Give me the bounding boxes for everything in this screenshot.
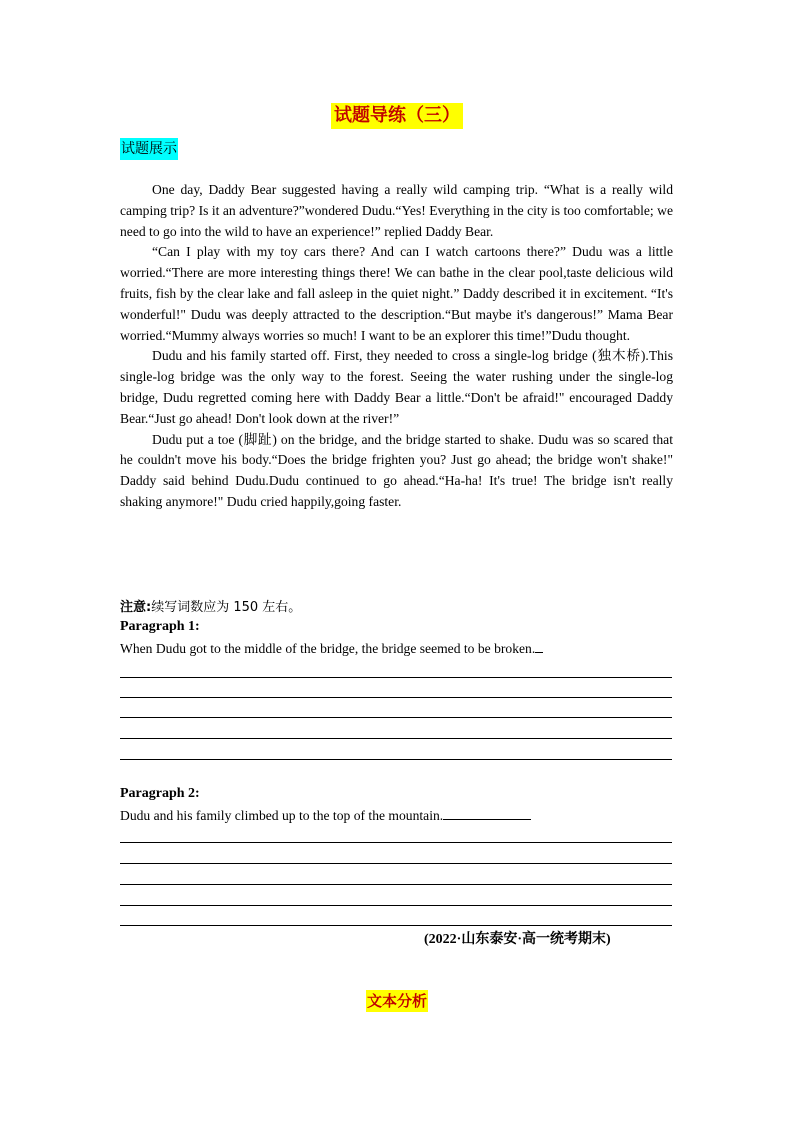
paragraph-2-heading: Paragraph 2: (120, 786, 200, 801)
answer-line[interactable] (120, 717, 672, 718)
paragraph-1-heading: Paragraph 1: (120, 619, 200, 634)
title-container (0, 103, 794, 129)
answer-line[interactable] (120, 697, 672, 698)
answer-line[interactable] (120, 905, 672, 906)
note-label: 注意: (120, 600, 152, 615)
answer-blank-inline[interactable] (443, 805, 531, 820)
answer-line[interactable] (120, 759, 672, 760)
answer-line[interactable] (120, 925, 672, 926)
paragraph-2-start-sentence: Dudu and his family climbed up to the top of the mountain. (120, 808, 444, 823)
note-text: 续写词数应为 150 左右。 (151, 600, 302, 615)
answer-line[interactable] (120, 863, 672, 864)
analysis-heading: 文本分析 (366, 992, 427, 1010)
answer-line[interactable] (120, 677, 672, 678)
source-citation: (2022·山东泰安·高一统考期末) (424, 932, 611, 947)
passage-paragraph-1: One day, Daddy Bear suggested having a really wild camping trip. “What is a really wild camping trip? Is it an adventure?”wondered Dudu.“Yes! Everything in the city is too comfortable; we need to go into the wild to have an experience!” replied Daddy Bear. (120, 182, 673, 239)
passage-paragraph-2: “Can I play with my toy cars there? And can I watch cartoons there?” Dudu was a little worried.“There are more interesting things there! We can bathe in the clear pool,taste delicious wild fruits, fish by the clear lake and fall asleep in the quiet night.” Daddy described it in excitement. “It's wonderful!" Dudu was deeply attracted to the description.“But maybe it's dangerous!” Mama Bear worried.“Mummy always worries so much! I want to be an explorer this time!”Dudu thought. (120, 244, 673, 343)
paragraph-2-prompt (120, 805, 531, 826)
reading-passage (120, 180, 673, 513)
answer-blank-inline[interactable] (535, 638, 543, 653)
paragraph-1-start-sentence: When Dudu got to the middle of the bridge, the bridge seemed to be broken. (120, 641, 536, 656)
passage-paragraph-3: Dudu and his family started off. First, they needed to cross a single-log bridge (独木桥).This single-log bridge was the only way to the forest. Seeing the water rushing under the single-log bridge, Dudu regretted coming here with Daddy Bear a little.“Don't be afraid!" encouraged Daddy Bear.“Just go ahead! Don't look down at the river!” (120, 348, 673, 426)
word-count-note (120, 597, 301, 618)
passage-paragraph-4: Dudu put a toe (脚趾) on the bridge, and the bridge started to shake. Dudu was so scared that he couldn't move his body.“Does the bridge frighten you? Just go ahead; the bridge won't shake!" Daddy said behind Dudu.Dudu continued to go ahead.“Ha-ha! It's true! The bridge isn't really shaking anymore!" Dudu cried happily,going faster. (120, 431, 673, 509)
answer-line[interactable] (120, 884, 672, 885)
page-title: 试题导练（三） (331, 103, 463, 129)
paragraph-1-prompt (120, 638, 543, 659)
answer-line[interactable] (120, 738, 672, 739)
answer-line[interactable] (120, 842, 672, 843)
analysis-heading-container (0, 990, 794, 1012)
section-label-question: 试题展示 (120, 138, 178, 160)
